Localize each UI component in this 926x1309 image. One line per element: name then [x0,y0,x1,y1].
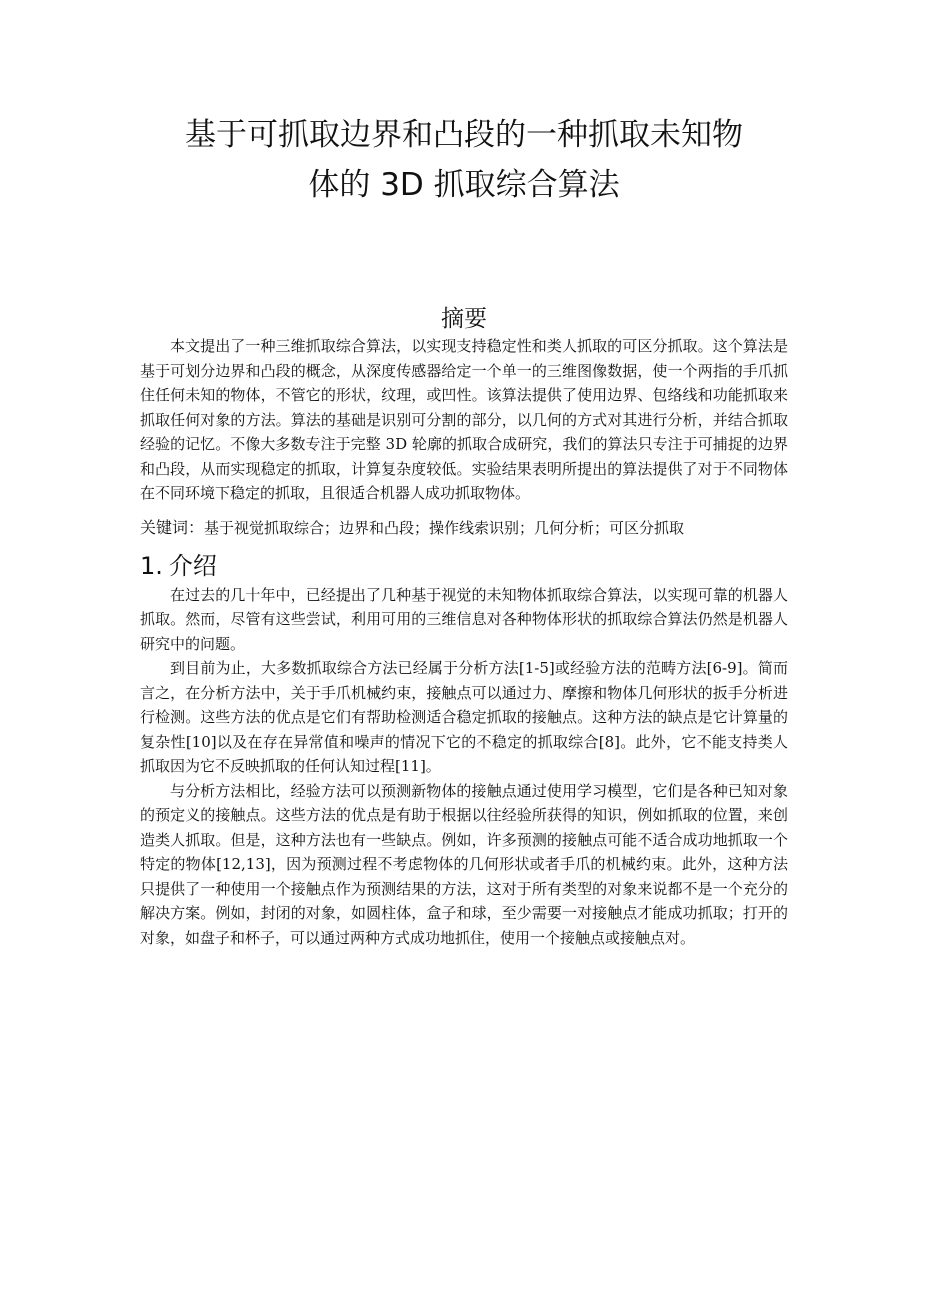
section-heading-introduction [140,551,788,581]
keywords-text: 基于视觉抓取综合；边界和凸段；操作线索识别；几何分析；可区分抓取 [204,518,685,537]
keywords-label: 关键词： [140,517,205,537]
section-title: 介绍 [168,551,217,580]
intro-paragraph-1: 在过去的几十年中，已经提出了几种基于视觉的未知物体抓取综合算法，以实现可靠的机器人抓取。然而，尽管有这些尝试，利用可用的三维信息对各种物体形状的抓取综合算法仍然是机器人研究中的问题。 [140,585,788,653]
abstract-heading: 摘要 [441,306,487,332]
intro-paragraph-2: 到目前为止，大多数抓取综合方法已经属于分析方法[1-5]或经验方法的范畴方法[6-9]。简而言之，在分析方法中，关于手爪机械约束，接触点可以通过力、摩擦和物体几何形状的扳手分析进行检测。这些方法的优点是它们有帮助检测适合稳定抓取的接触点。这种方法的缺点是它计算量的复杂性[10]以及在存在异常值和噪声的情况下它的不稳定的抓取综合[8]。此外，它不能支持类人抓取因为它不反映抓取的任何认知过程[11]。 [140,659,788,775]
paper-title [140,110,788,210]
paper-title-line-2: 体的 3D 抓取综合算法 [308,167,620,203]
paper-title-line-1: 基于可抓取边界和凸段的一种抓取未知物 [185,117,743,153]
keywords [140,509,788,547]
paper-page [140,110,788,950]
abstract-text: 本文提出了一种三维抓取综合算法，以实现支持稳定性和类人抓取的可区分抓取。这个算法是基于可划分边界和凸段的概念，从深度传感器给定一个单一的三维图像数据，使一个两指的手爪抓住任何未知的物体，不管它的形状，纹理，或凹性。该算法提供了使用边界、包络线和功能抓取来抓取任何对象的方法。算法的基础是识别可分割的部分，以几何的方式对其进行分析，并结合抓取经验的记忆。不像大多数专注于完整 3D 轮廓的抓取合成研究，我们的算法只专注于可捕捉的边界和凸段，从而实现稳定的抓取，计算复杂度较低。实验结果表明所提出的算法提供了对于不同物体在不同环境下稳定的抓取，且很适合机器人成功抓取物体。 [140,337,788,502]
section-number: 1. [140,551,163,580]
intro-paragraph-3: 与分析方法相比，经验方法可以预测新物体的接触点通过使用学习模型，它们是各种已知对象的预定义的接触点。这些方法的优点是有助于根据以往经验所获得的知识，例如抓取的位置，来创造类人抓取。但是，这种方法也有一些缺点。例如，许多预测的接触点可能不适合成功地抓取一个特定的物体[12,13]，因为预测过程不考虑物体的几何形状或者手爪的机械约束。此外，这种方法只提供了一种使用一个接触点作为预测结果的方法，这对于所有类型的对象来说都不是一个充分的解决方案。例如，封闭的对象，如圆柱体，盒子和球，至少需要一对接触点才能成功抓取；打开的对象，如盘子和杯子，可以通过两种方式成功地抓住，使用一个接触点或接触点对。 [140,781,788,947]
